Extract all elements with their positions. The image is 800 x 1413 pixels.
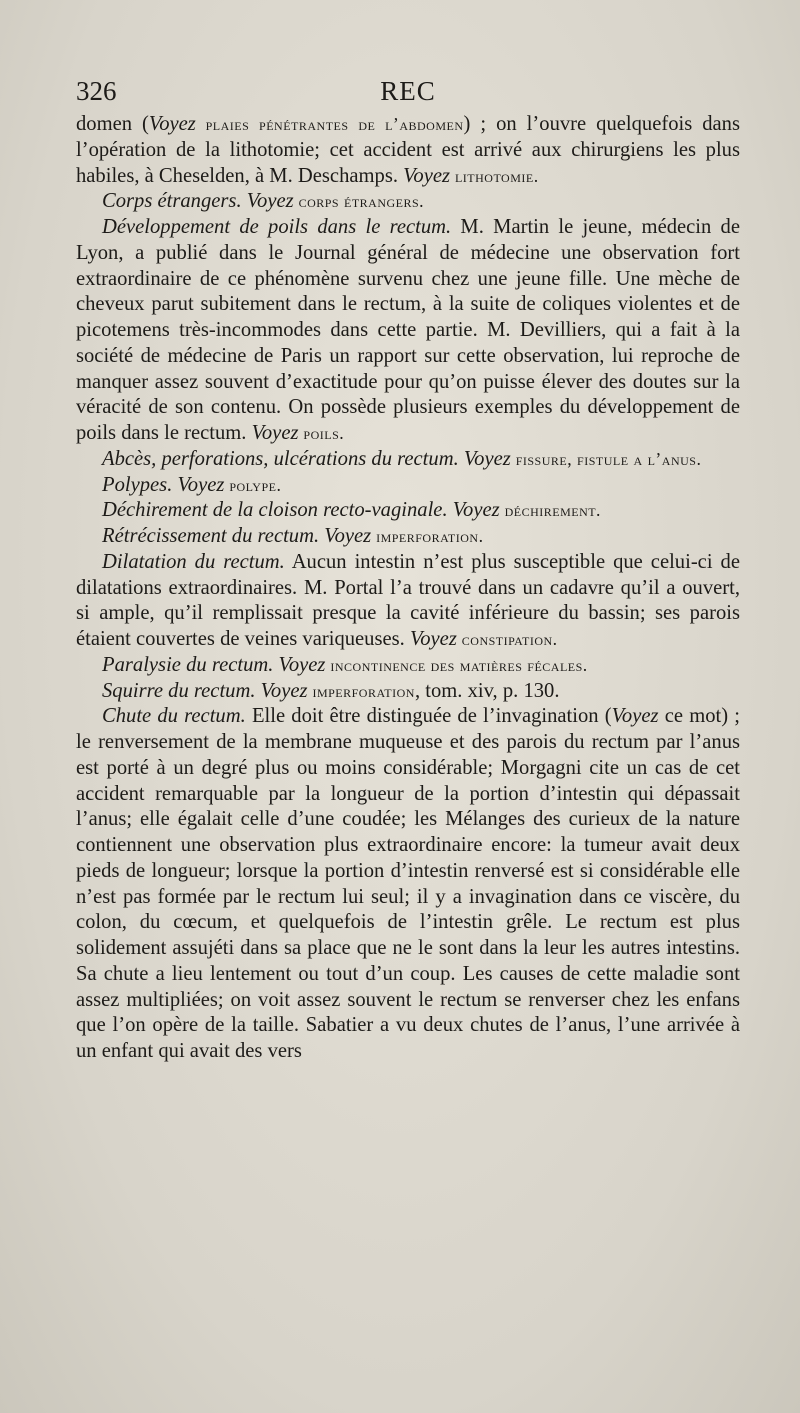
paragraph <box>76 473 740 499</box>
cross-reference: polype. <box>224 474 282 495</box>
page-header <box>76 76 740 108</box>
cross-reference: imperforation. <box>371 526 484 546</box>
paragraph <box>76 704 740 1065</box>
text-segment: domen ( <box>76 113 149 135</box>
text-segment: Elle doit être distinguée de l’invagination ( <box>245 705 612 728</box>
cross-reference: imperforation <box>307 680 415 701</box>
text-segment: , tom. xiv, p. 130. <box>414 679 560 702</box>
italic-text: Squirre du rectum. Voyez <box>102 679 308 702</box>
italic-text: Abcès, perforations, ulcérations du rectum. Voyez <box>102 447 511 470</box>
page-number: 326 <box>76 76 117 106</box>
italic-text: Voyez <box>403 164 451 187</box>
italic-text: Développement de poils dans le rectum. <box>102 216 452 238</box>
paragraph <box>76 498 740 524</box>
italic-text: Rétrécissement du rectum. Voyez <box>102 525 372 547</box>
text-segment: Aucun intestin n’est plus susceptible que celui-ci de dilatations extraordinaires. M. Portal l’a trouvé dans un cadavre qu’il a ouvert, si ample, qu’il remplissait presque la cavité inférieure du bassin; ses parois étaient couvertes de veines variqueuses. <box>76 550 740 650</box>
paragraph <box>76 524 740 550</box>
paragraph <box>76 653 740 679</box>
running-title: REC <box>380 76 436 106</box>
italic-text: Paralysie du rectum. Voyez <box>102 653 326 676</box>
italic-text: Chute du rectum. <box>102 705 246 728</box>
italic-text: Voyez <box>409 628 457 650</box>
cross-reference: corps étrangers. <box>293 191 425 212</box>
cross-reference: fissure, fistule a l’anus. <box>510 448 702 469</box>
text-segment: M. Martin le jeune, médecin de Lyon, a publié dans le Journal général de médecine une observation fort extraordinaire de ce phénomène survenu chez une jeune fille. Une mèche de cheveux parut subitement dans le rectum, à la suite de coliques violentes et de picotemens très-incommodes dans cette partie. M. Devilliers, qui a fait à la société de médecine de Paris un rapport sur cette observation, lui reproche de manquer assez souvent d’exactitude pour qu’on puisse élever des doutes sur la véracité de son contenu. On possède plusieurs exemples du développement de poils dans le rectum. <box>76 216 740 444</box>
paragraph <box>76 679 740 705</box>
cross-reference: déchirement. <box>499 500 601 521</box>
italic-text: Voyez <box>611 705 659 728</box>
italic-text: Dilatation du rectum. <box>102 550 285 573</box>
paragraph <box>76 189 740 215</box>
italic-text: Déchirement de la cloison recto-vaginale. Voyez <box>102 499 500 522</box>
paragraph <box>76 447 740 473</box>
paragraph <box>76 215 740 447</box>
cross-reference: incontinence des matières fécales. <box>325 654 588 675</box>
cross-reference: plaies pénétrantes de l’abdomen <box>195 114 464 134</box>
paragraph <box>76 550 740 653</box>
italic-text: Voyez <box>251 422 299 444</box>
cross-reference: constipation. <box>456 629 558 649</box>
text-segment: ) ; on l’ouvre quelquefois dans l’opération de la lithotomie; cet accident est arrivé aux chirurgiens les plus habiles, à Cheselden, à M. Deschamps. <box>76 113 740 187</box>
cross-reference: lithotomie. <box>450 165 539 186</box>
italic-text: Polypes. Voyez <box>102 473 225 496</box>
paragraph <box>76 112 740 189</box>
text-segment: ce mot) ; le renversement de la membrane muqueuse et des parois du rectum par l’anus est porté à un degré plus ou moins considérable; Morgagni cite un cas de cet accident remarquable par la longueur de la portion d’intestin qui dépassait l’anus; elle égalait celle d’une coudée; les Mélanges des curieux de la nature contiennent une observation plus extraordinaire encore: la tumeur avait deux pieds de longueur; lorsque la portion d’intestin renversé est si considérable elle n’est pas formée par le rectum lui seul; il y a invagination dans ce viscère, du colon, du cœcum, et quelquefois de l’intestin grêle. Le rectum est plus solidement assujéti dans sa place que ne le sont dans la leur les autres intestins. Sa chute a lieu lentement ou tout d’un coup. Les causes de cette maladie sont assez multipliées; on voit assez souvent le rectum se renverser chez les enfans que l’on opère de la taille. Sabatier a vu deux chutes de l’anus, l’une arrivée à un enfant qui avait des vers <box>76 705 741 1062</box>
page-body <box>76 112 740 1065</box>
italic-text: Voyez <box>148 113 196 135</box>
italic-text: Corps étrangers. Voyez <box>102 190 294 213</box>
cross-reference: poils. <box>298 423 345 443</box>
